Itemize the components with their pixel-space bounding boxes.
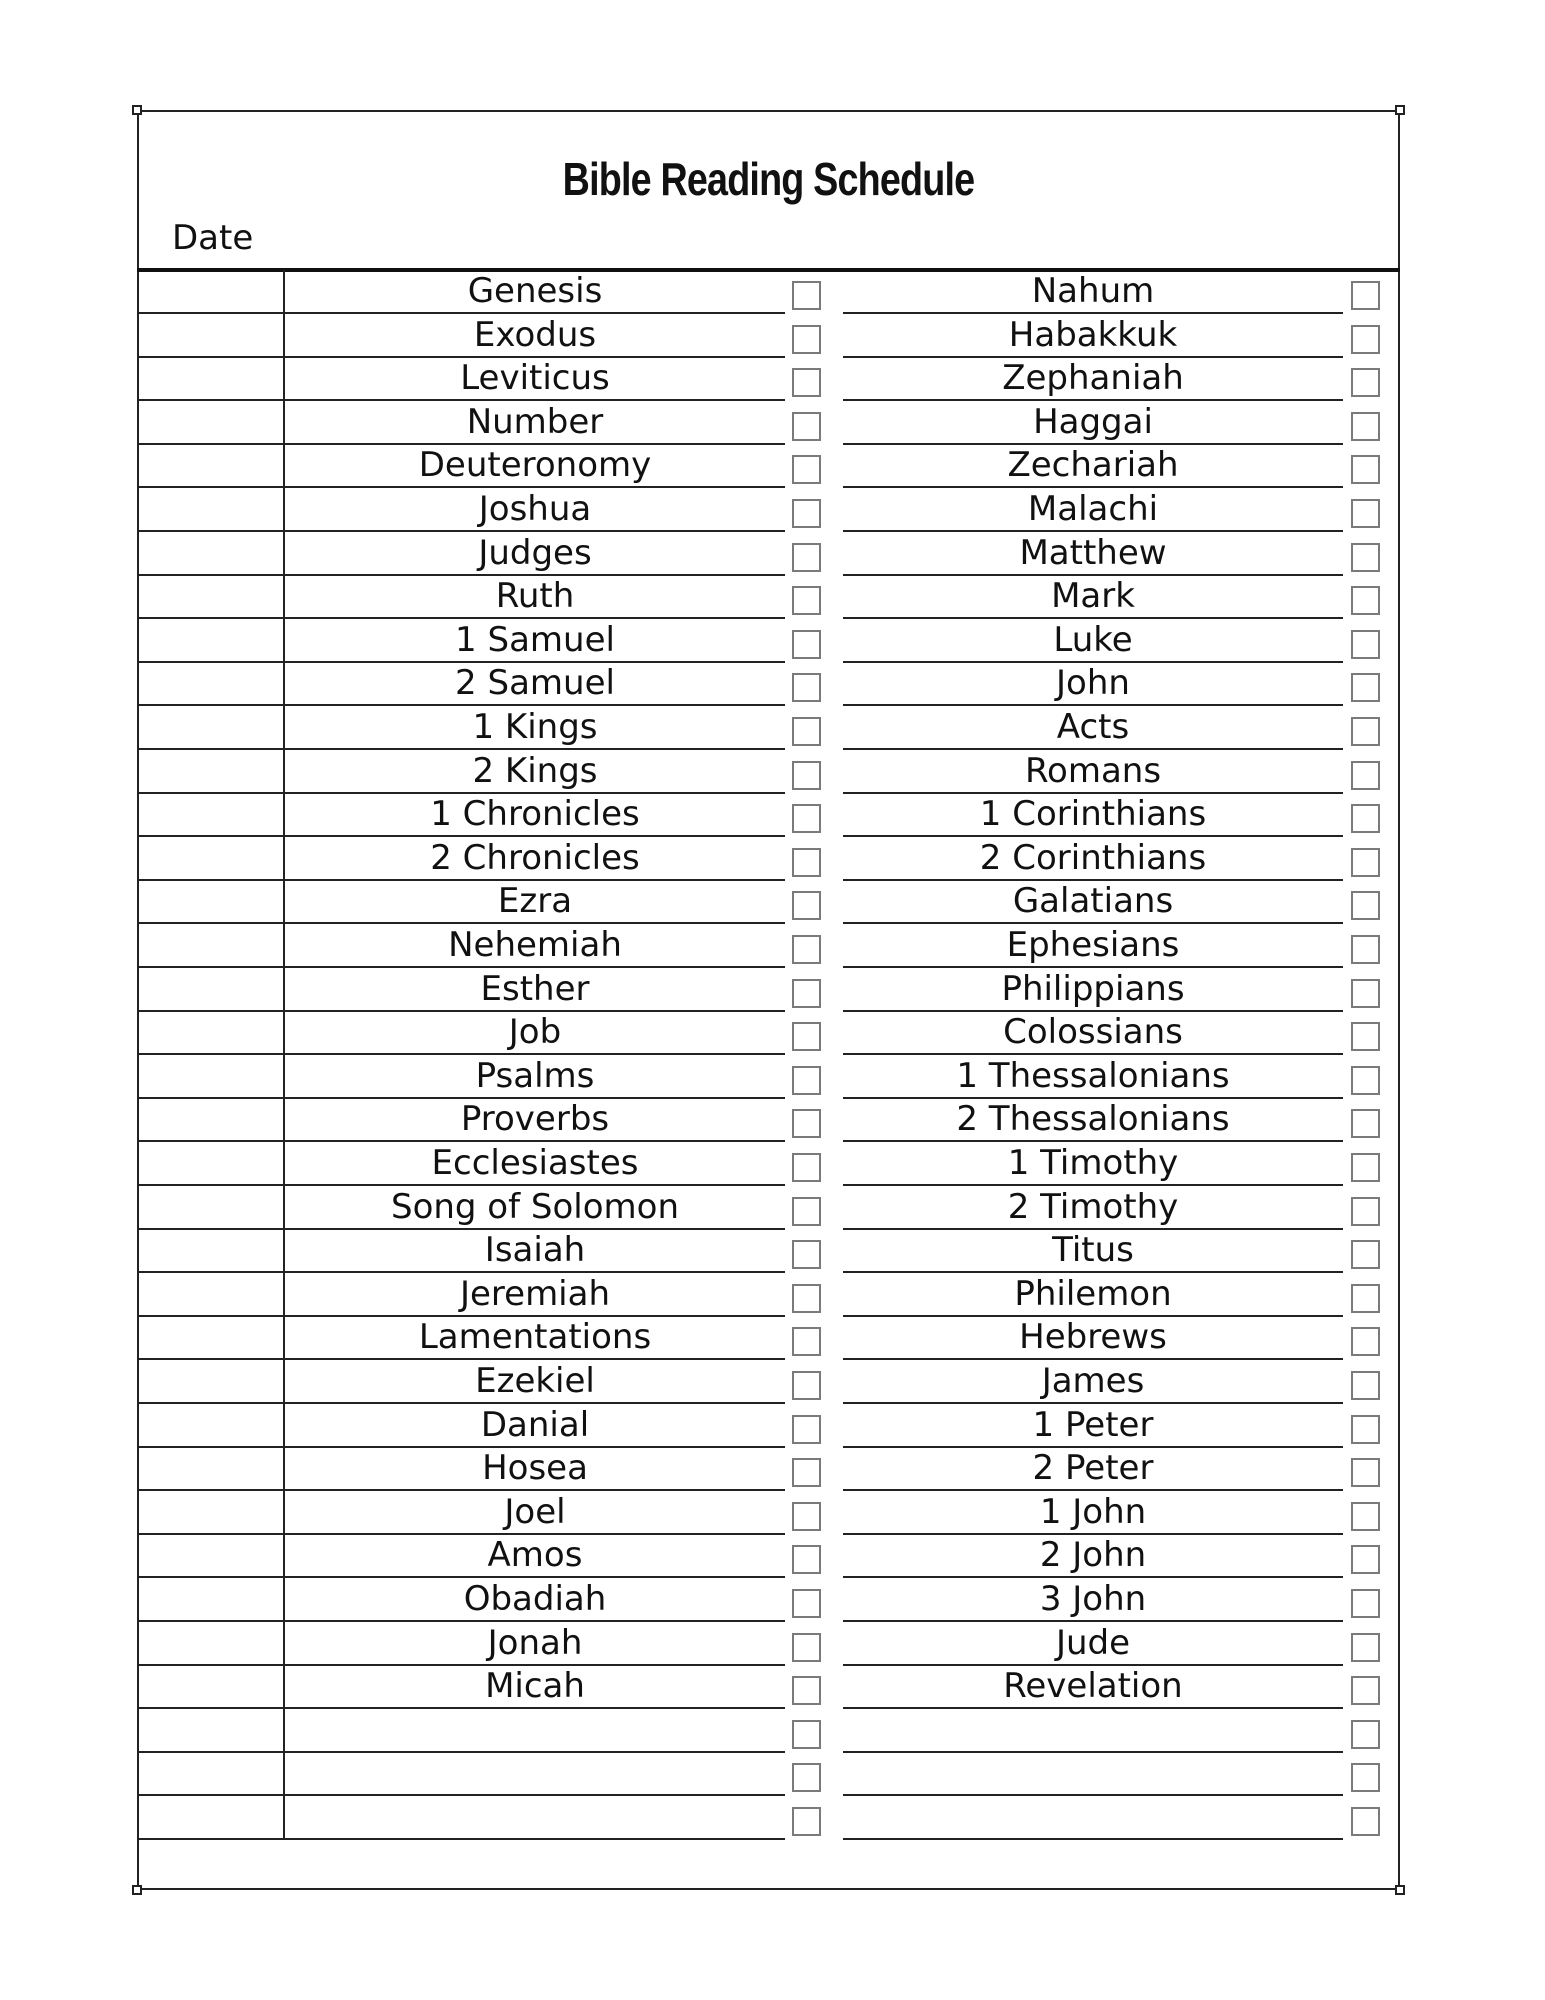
schedule-row (0, 1753, 1545, 1796)
book-name-left: Lamentations (285, 1317, 785, 1360)
checkbox-left[interactable] (792, 1720, 821, 1749)
checkbox-left[interactable] (792, 1502, 821, 1531)
checkbox-left[interactable] (792, 630, 821, 659)
checkbox-left[interactable] (792, 1284, 821, 1313)
book-name-left: Ezra (285, 881, 785, 924)
schedule-row (0, 1535, 1545, 1578)
checkbox-right[interactable] (1351, 1240, 1380, 1269)
book-name-left: Proverbs (285, 1099, 785, 1142)
checkbox-left[interactable] (792, 1240, 821, 1269)
checkbox-right[interactable] (1351, 543, 1380, 572)
schedule-row (0, 620, 1545, 663)
book-name-left: Danial (285, 1405, 785, 1448)
book-name-left: Joel (285, 1492, 785, 1535)
book-name-left (285, 1753, 785, 1796)
checkbox-left[interactable] (792, 761, 821, 790)
schedule-row (0, 1492, 1545, 1535)
checkbox-right[interactable] (1351, 1284, 1380, 1313)
schedule-row (0, 1317, 1545, 1360)
schedule-row (0, 445, 1545, 488)
checkbox-left[interactable] (792, 1415, 821, 1444)
checkbox-left[interactable] (792, 1763, 821, 1792)
book-name-left: Ruth (285, 576, 785, 619)
frame-corner-bottom-right (1395, 1885, 1405, 1895)
book-name-right: 1 Corinthians (843, 794, 1343, 837)
checkbox-right[interactable] (1351, 1022, 1380, 1051)
checkbox-right[interactable] (1351, 761, 1380, 790)
book-name-left: Obadiah (285, 1579, 785, 1622)
checkbox-left[interactable] (792, 543, 821, 572)
checkbox-right[interactable] (1351, 1371, 1380, 1400)
checkbox-left[interactable] (792, 1458, 821, 1487)
checkbox-right[interactable] (1351, 586, 1380, 615)
checkbox-right[interactable] (1351, 891, 1380, 920)
book-name-left: Deuteronomy (285, 445, 785, 488)
schedule-row (0, 1099, 1545, 1142)
checkbox-left[interactable] (792, 1807, 821, 1836)
checkbox-left[interactable] (792, 935, 821, 964)
checkbox-right[interactable] (1351, 455, 1380, 484)
book-name-left: Leviticus (285, 358, 785, 401)
checkbox-left[interactable] (792, 1676, 821, 1705)
schedule-row (0, 881, 1545, 924)
schedule-row (0, 1797, 1545, 1840)
book-name-right: 2 Peter (843, 1448, 1343, 1491)
checkbox-right[interactable] (1351, 673, 1380, 702)
checkbox-left[interactable] (792, 717, 821, 746)
schedule-row (0, 358, 1545, 401)
schedule-row (0, 1361, 1545, 1404)
checkbox-right[interactable] (1351, 325, 1380, 354)
schedule-row (0, 1710, 1545, 1753)
book-name-right: 1 Peter (843, 1405, 1343, 1448)
schedule-row (0, 1405, 1545, 1448)
schedule-row (0, 794, 1545, 837)
book-name-right: 2 Corinthians (843, 838, 1343, 881)
book-name-left: 2 Kings (285, 751, 785, 794)
book-name-right: Philippians (843, 969, 1343, 1012)
checkbox-right[interactable] (1351, 1676, 1380, 1705)
checkbox-right[interactable] (1351, 1545, 1380, 1574)
checkbox-right[interactable] (1351, 848, 1380, 877)
checkbox-left[interactable] (792, 412, 821, 441)
date-label: Date (172, 218, 254, 258)
book-name-right: Habakkuk (843, 315, 1343, 358)
book-name-right: 2 John (843, 1535, 1343, 1578)
book-name-left: Hosea (285, 1448, 785, 1491)
date-entry-line[interactable] (137, 1838, 283, 1840)
checkbox-right[interactable] (1351, 499, 1380, 528)
schedule-row (0, 576, 1545, 619)
checkbox-left[interactable] (792, 1327, 821, 1356)
checkbox-right[interactable] (1351, 1720, 1380, 1749)
schedule-row (0, 1143, 1545, 1186)
checkbox-right[interactable] (1351, 1589, 1380, 1618)
schedule-row (0, 1448, 1545, 1491)
checkbox-left[interactable] (792, 1153, 821, 1182)
checkbox-left[interactable] (792, 368, 821, 397)
checkbox-left[interactable] (792, 1545, 821, 1574)
schedule-row (0, 663, 1545, 706)
checkbox-right[interactable] (1351, 1633, 1380, 1662)
checkbox-left[interactable] (792, 1197, 821, 1226)
checkbox-left[interactable] (792, 1589, 821, 1618)
book-name-left: 1 Chronicles (285, 794, 785, 837)
checkbox-right[interactable] (1351, 804, 1380, 833)
schedule-row (0, 1056, 1545, 1099)
checkbox-left[interactable] (792, 1109, 821, 1138)
checkbox-right[interactable] (1351, 412, 1380, 441)
book-name-left: 1 Samuel (285, 620, 785, 663)
checkbox-left[interactable] (792, 586, 821, 615)
checkbox-right[interactable] (1351, 630, 1380, 659)
book-name-right: Ephesians (843, 925, 1343, 968)
checkbox-right[interactable] (1351, 1153, 1380, 1182)
schedule-row (0, 1623, 1545, 1666)
book-name-left: Genesis (285, 271, 785, 314)
book-name-right: 2 Timothy (843, 1187, 1343, 1230)
schedule-row (0, 271, 1545, 314)
book-name-left: 2 Chronicles (285, 838, 785, 881)
book-name-left: Judges (285, 533, 785, 576)
checkbox-right[interactable] (1351, 935, 1380, 964)
book-name-left: Song of Solomon (285, 1187, 785, 1230)
checkbox-right[interactable] (1351, 368, 1380, 397)
book-name-right: Zephaniah (843, 358, 1343, 401)
book-name-left: Job (285, 1012, 785, 1055)
book-name-left: Jeremiah (285, 1274, 785, 1317)
checkbox-left[interactable] (792, 848, 821, 877)
book-name-right: 1 John (843, 1492, 1343, 1535)
book-name-right: Zechariah (843, 445, 1343, 488)
book-name-left (285, 1710, 785, 1753)
checkbox-left[interactable] (792, 804, 821, 833)
book-name-right: Haggai (843, 402, 1343, 445)
schedule-row (0, 1187, 1545, 1230)
book-name-right (843, 1797, 1343, 1840)
frame-corner-bottom-left (132, 1885, 142, 1895)
schedule-row (0, 533, 1545, 576)
book-name-left: 2 Samuel (285, 663, 785, 706)
book-name-right: Hebrews (843, 1317, 1343, 1360)
book-name-left: Esther (285, 969, 785, 1012)
schedule-row (0, 1012, 1545, 1055)
checkbox-left[interactable] (792, 891, 821, 920)
schedule-row (0, 1666, 1545, 1709)
checkbox-right[interactable] (1351, 1109, 1380, 1138)
schedule-row (0, 707, 1545, 750)
book-name-left: Exodus (285, 315, 785, 358)
checkbox-right[interactable] (1351, 281, 1380, 310)
book-name-right: Luke (843, 620, 1343, 663)
schedule-row (0, 1579, 1545, 1622)
book-name-right: Nahum (843, 271, 1343, 314)
checkbox-right[interactable] (1351, 1066, 1380, 1095)
checkbox-right[interactable] (1351, 1197, 1380, 1226)
checkbox-left[interactable] (792, 1633, 821, 1662)
checkbox-left[interactable] (792, 1371, 821, 1400)
book-name-right: Revelation (843, 1666, 1343, 1709)
book-name-right: 3 John (843, 1579, 1343, 1622)
book-name-right: Romans (843, 751, 1343, 794)
schedule-row (0, 315, 1545, 358)
checkbox-left[interactable] (792, 673, 821, 702)
book-name-left: Number (285, 402, 785, 445)
book-name-right (843, 1710, 1343, 1753)
book-name-right (843, 1753, 1343, 1796)
book-name-right: Titus (843, 1230, 1343, 1273)
schedule-row (0, 925, 1545, 968)
book-name-right: 1 Timothy (843, 1143, 1343, 1186)
page-title: Bible Reading Schedule (562, 153, 975, 205)
checkbox-left[interactable] (792, 1022, 821, 1051)
schedule-row (0, 402, 1545, 445)
schedule-row (0, 1230, 1545, 1273)
checkbox-right[interactable] (1351, 1327, 1380, 1356)
checkbox-right[interactable] (1351, 979, 1380, 1008)
checkbox-right[interactable] (1351, 1458, 1380, 1487)
book-name-left: Psalms (285, 1056, 785, 1099)
checkbox-right[interactable] (1351, 1415, 1380, 1444)
checkbox-left[interactable] (792, 499, 821, 528)
book-name-left: Micah (285, 1666, 785, 1709)
checkbox-left[interactable] (792, 979, 821, 1008)
book-name-right: James (843, 1361, 1343, 1404)
book-name-right: Matthew (843, 533, 1343, 576)
book-name-right: 2 Thessalonians (843, 1099, 1343, 1142)
schedule-row (0, 489, 1545, 532)
book-name-right: Acts (843, 707, 1343, 750)
book-name-right: John (843, 663, 1343, 706)
book-name-left: Nehemiah (285, 925, 785, 968)
schedule-row (0, 751, 1545, 794)
checkbox-right[interactable] (1351, 717, 1380, 746)
checkbox-left[interactable] (792, 455, 821, 484)
checkbox-left[interactable] (792, 281, 821, 310)
book-name-left: 1 Kings (285, 707, 785, 750)
checkbox-left[interactable] (792, 1066, 821, 1095)
frame-corner-top-left (132, 105, 142, 115)
book-name-left: Joshua (285, 489, 785, 532)
book-name-left: Amos (285, 1535, 785, 1578)
book-name-right: Colossians (843, 1012, 1343, 1055)
book-name-right: Mark (843, 576, 1343, 619)
schedule-row (0, 838, 1545, 881)
schedule-row (0, 969, 1545, 1012)
book-name-left: Ezekiel (285, 1361, 785, 1404)
book-name-right: Malachi (843, 489, 1343, 532)
book-name-right: 1 Thessalonians (843, 1056, 1343, 1099)
checkbox-right[interactable] (1351, 1763, 1380, 1792)
book-name-left: Isaiah (285, 1230, 785, 1273)
checkbox-right[interactable] (1351, 1807, 1380, 1836)
frame-corner-top-right (1395, 105, 1405, 115)
book-name-left: Jonah (285, 1623, 785, 1666)
checkbox-right[interactable] (1351, 1502, 1380, 1531)
book-name-left: Ecclesiastes (285, 1143, 785, 1186)
book-name-right: Jude (843, 1623, 1343, 1666)
book-name-right: Philemon (843, 1274, 1343, 1317)
book-name-left (285, 1797, 785, 1840)
checkbox-left[interactable] (792, 325, 821, 354)
book-name-right: Galatians (843, 881, 1343, 924)
schedule-row (0, 1274, 1545, 1317)
